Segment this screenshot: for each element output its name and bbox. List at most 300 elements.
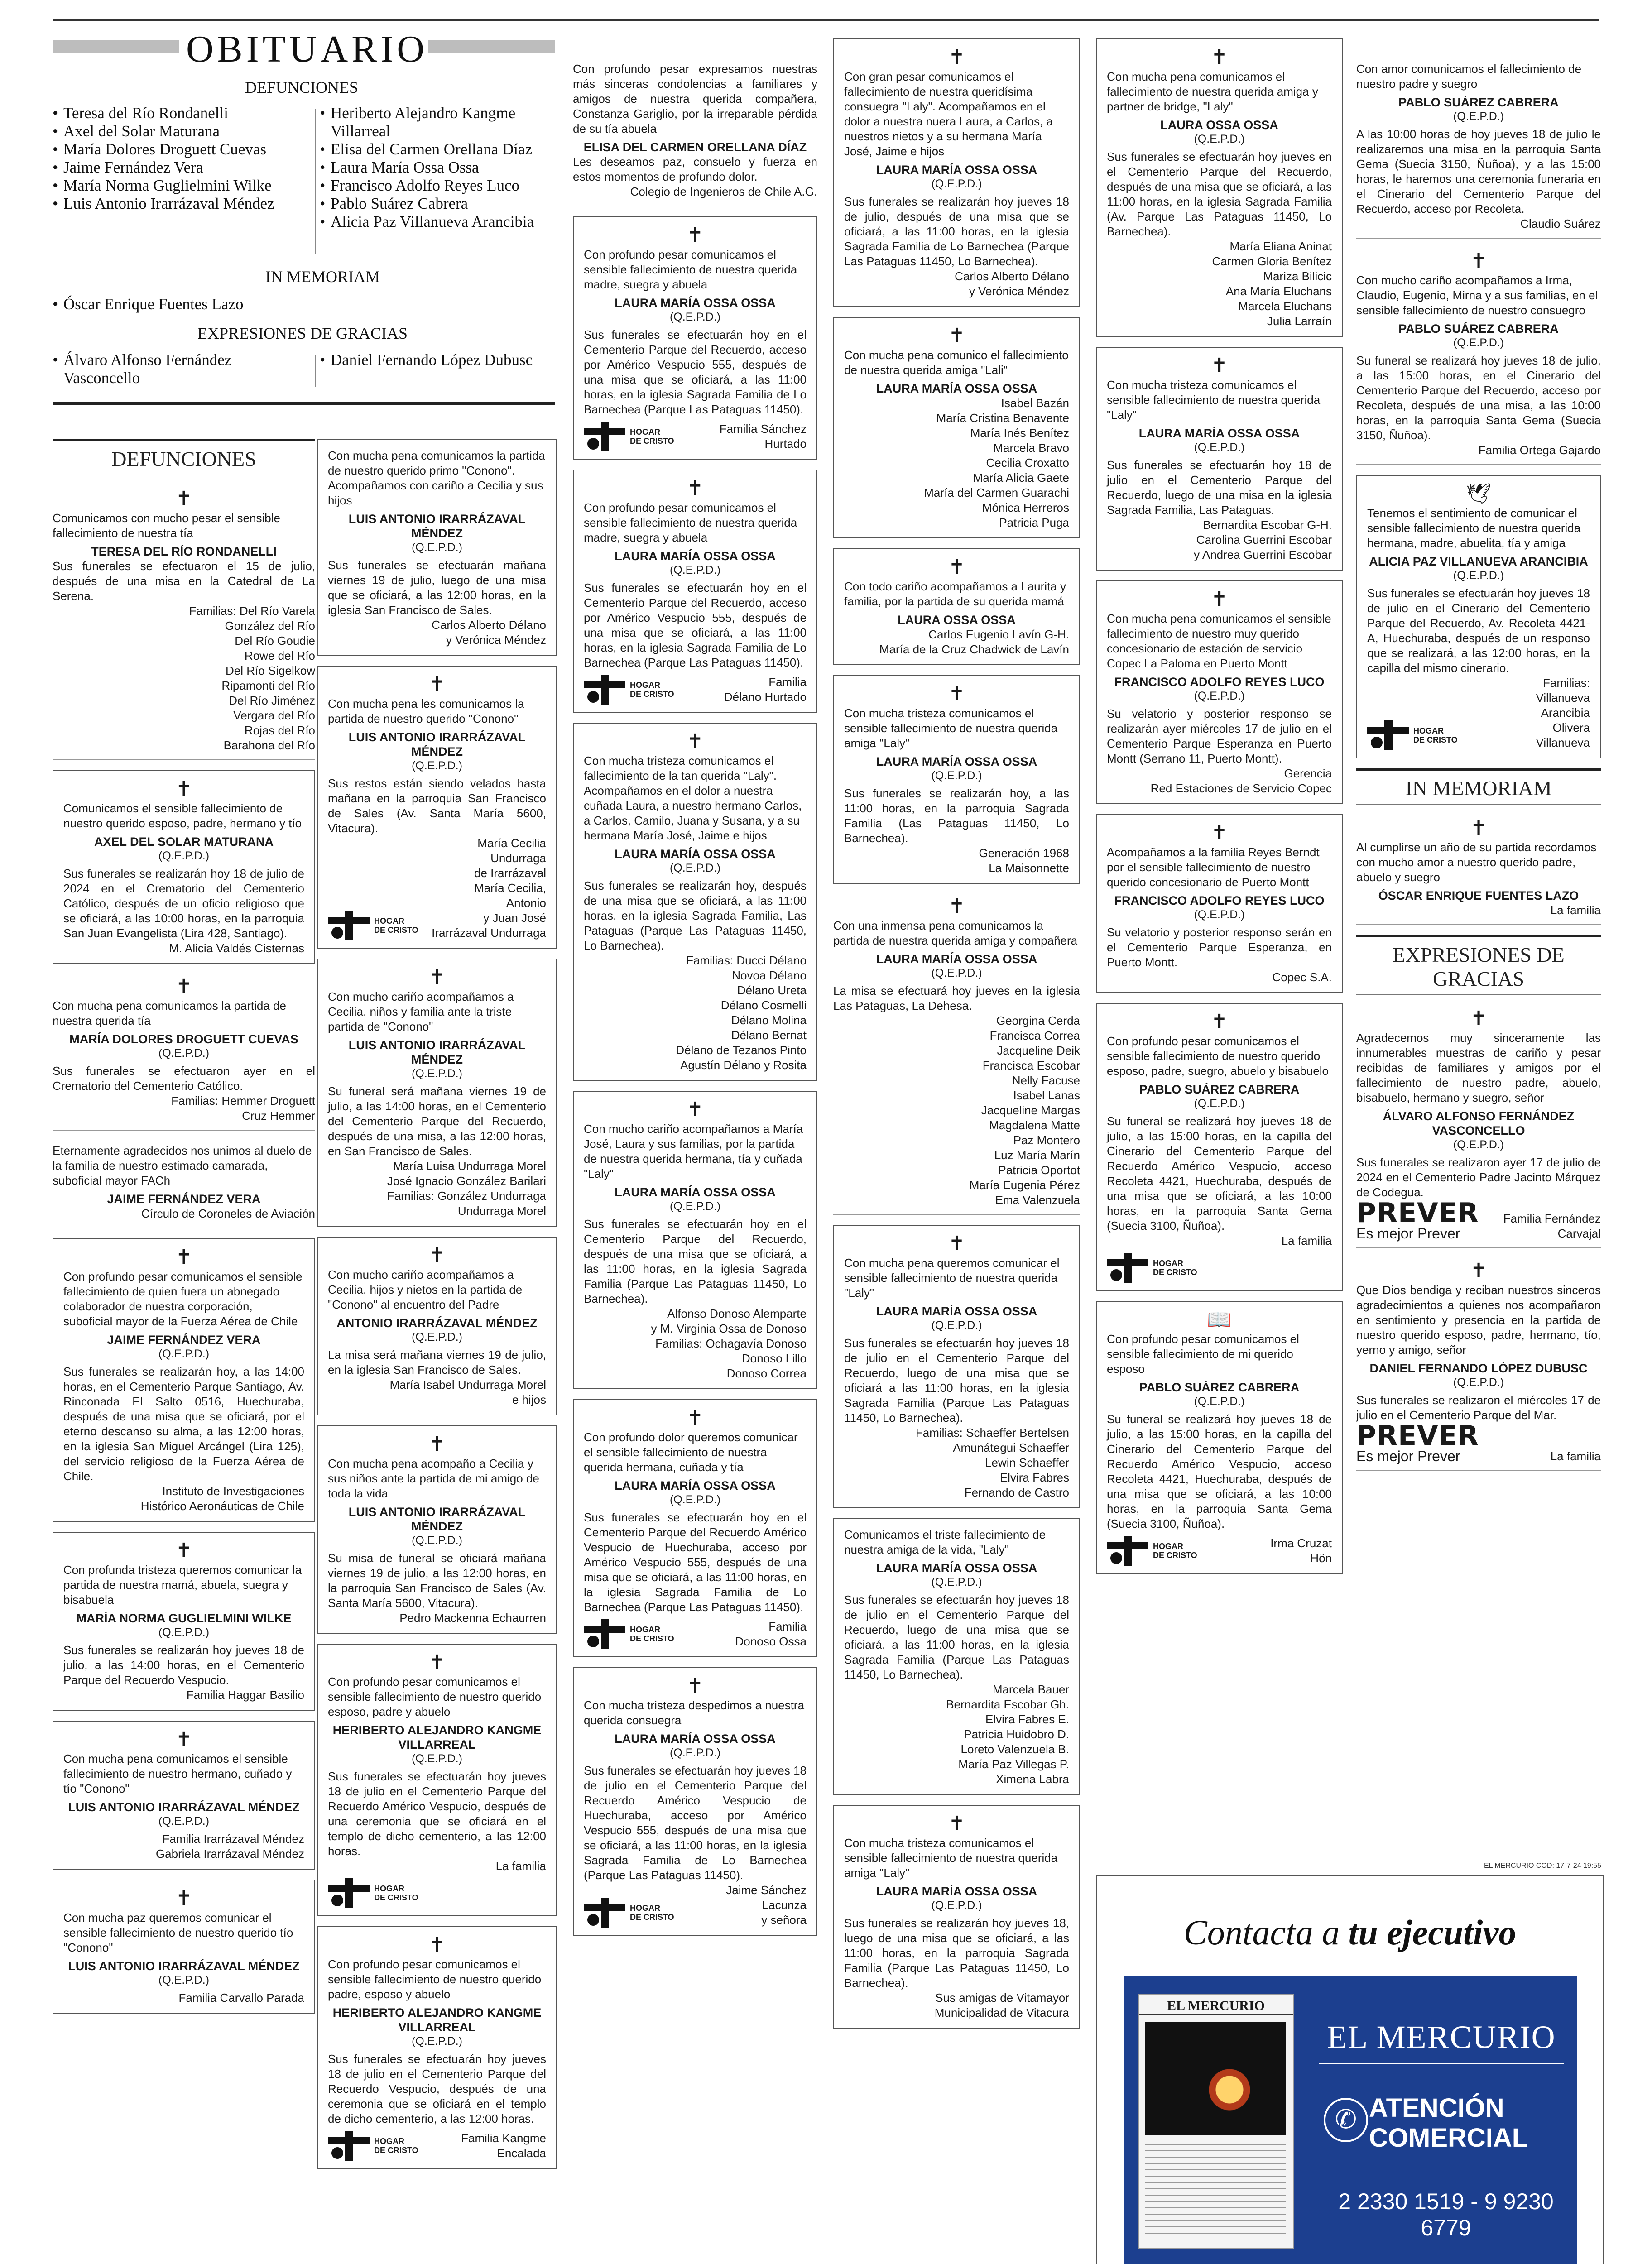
notice-signature: Bernardita Escobar G-H. Carolina Guerrini Escobar y Andrea Guerrini Escobar [1194, 518, 1332, 561]
qepd: (Q.E.P.D.) [1194, 690, 1245, 702]
index-bottom-rule [53, 402, 555, 405]
notice-body: Su funeral será mañana viernes 19 de julio, a las 14:00 horas, en el Cementerio del Cementerio Parque del Recuerdo, después de una misa, a las 12:00 horas, en San Francisco de Sales. [328, 1084, 546, 1158]
qepd: (Q.E.P.D.) [1453, 1376, 1504, 1389]
notice-intro: Con todo cariño acompañamos a Laurita y familia, por la partida de su querida mamá [844, 580, 1066, 608]
deceased-name: JAIME FERNÁNDEZ VERA [107, 1192, 261, 1206]
hogar-de-cristo-logo [328, 2131, 418, 2161]
notice-body: Sus funerales se efectuarán hoy jueves 18 de julio en el Cinerario del Cementerio Parque del Recuerdo, Av. Recoleta 4421-A, Huechuraba, después de un responso que se realizará, a las 12:00 horas, en la capilla del mismo cinerario. [1367, 586, 1590, 675]
notice-body: Sus funerales se efectuarán hoy en el Cementerio Parque del Recuerdo, después de una misa que se oficiará, a las 11:00 horas, en la iglesia Sagrada Familia (Parque Las Pataguas 11450, Lo Barnechea). [584, 1217, 807, 1305]
notice-body: Sus funerales se realizarán hoy, a las 14:00 horas, en el Cementerio Parque Santiago, Av. Rinconada El Salto 0516, Huechuraba, después de una misa que se oficiará, por el eterno descanso su alma, a las 12:00 horas, en la iglesia San Miguel Arcángel (Lira 125), del servicio religioso de la Fuerza Aérea de Chile. [63, 1365, 304, 1483]
hogar-de-cristo-logo [1367, 720, 1458, 750]
index-gracias-right [320, 351, 555, 369]
deceased-name: LUIS ANTONIO IRARRÁZAVAL MÉNDEZ [348, 730, 526, 758]
deceased-name: LUIS ANTONIO IRARRÁZAVAL MÉNDEZ [348, 512, 526, 540]
notice-signature: Familia Ortega Gajardo [1478, 443, 1601, 457]
notice-intro: Con mucho cariño acompañamos a Cecilia, niños y familia ante la triste partida de "Conono" [328, 990, 514, 1033]
notice [833, 548, 1080, 665]
deceased-name: FRANCISCO ADOLFO REYES LUCO [1114, 894, 1325, 907]
prever-wordmark: PREVER [1356, 1197, 1479, 1229]
cross-icon: ✝ [428, 1651, 446, 1674]
cross-icon: ✝ [1470, 817, 1487, 839]
qepd: (Q.E.P.D.) [1453, 110, 1504, 123]
notice-signature: La familia [495, 1859, 546, 1873]
index-entry: • Daniel Fernando López Dubusc [320, 351, 555, 369]
deceased-name: DANIEL FERNANDO LÓPEZ DUBUSC [1369, 1362, 1588, 1375]
notice [317, 666, 557, 949]
hogar-de-cristo-mark-icon [584, 1898, 625, 1928]
title-bar-right [428, 40, 555, 53]
notice-signature: Familias: Hemmer Droguett Cruz Hemmer [171, 1094, 315, 1122]
notice [573, 59, 817, 206]
cross-icon: ✝ [175, 1246, 192, 1268]
logo-text-cristo: DE CRISTO [630, 1634, 674, 1643]
ad-phone-numbers[interactable]: 2 2330 1519 - 9 9230 6779 [1338, 2189, 1554, 2240]
hogar-de-cristo-logo [328, 911, 418, 940]
notice-signature: Pedro Mackenna Echaurren [399, 1611, 546, 1625]
ad-headline [1097, 1912, 1603, 1953]
cross-icon: ✝ [428, 1934, 446, 1956]
notice-body: Su velatorio y posterior responso se realizarán ayer miércoles 17 de julio en el Cementerio Parque Esperanza en Puerto Montt (Serrano 11, Puerto Montt). [1107, 707, 1332, 765]
notice [833, 1518, 1080, 1795]
notice-body: Su velatorio y posterior responso serán en el Cementerio Parque Esperanza, en Puerto Montt. [1107, 926, 1332, 969]
cross-icon: ✝ [687, 1098, 704, 1121]
notice-intro: Con profundo dolor queremos comunicar el sensible fallecimiento de nuestra querida hermana, cuñada y tía [584, 1430, 798, 1474]
deceased-name: AXEL DEL SOLAR MATURANA [94, 835, 274, 849]
logo-text-hogar: HOGAR [374, 916, 404, 926]
qepd: (Q.E.P.D.) [931, 1319, 982, 1332]
book-icon: 📖 [1207, 1309, 1232, 1331]
index-entry: • Francisco Adolfo Reyes Luco [320, 177, 555, 195]
index-divider [315, 109, 316, 254]
notice-body: Sus funerales se realizarán hoy, a las 11:00 horas, en la parroquia Sagrada Familia (Las Pataguas 11450, Lo Barnechea). [844, 787, 1069, 845]
notice-intro: Acompañamos a la familia Reyes Berndt por el sensible fallecimiento de nuestro querido concesionario de Puerto Montt [1107, 845, 1320, 889]
notice [53, 974, 315, 1131]
notice [53, 1532, 315, 1711]
notice-body: Su funeral se realizará hoy jueves 18 de julio, a las 15:00 horas, en el Cinerario del Cementerio Parque del Recuerdo, acceso por Recoleta, después de una misa, a las 10:00 horas, en la parroquia Santa Gema (Suecia 3150, Ñuñoa). [1356, 354, 1601, 442]
notice-body: Sus funerales se efectuaron el 15 de julio, después de una misa en la Catedral de La Serena. [53, 559, 315, 603]
notice [53, 1880, 315, 2014]
notice-signature: María Eliana Aninat Carmen Gloria Benítez Mariza Bilicic Ana María Eluchans Marcela Eluchans Julia Larraín [1212, 240, 1332, 328]
index-memoriam-heading: IN MEMORIAM [265, 268, 380, 286]
notice-body: Sus funerales se efectuarán hoy en el Cementerio Parque del Recuerdo Américo Vespucio de Huechuraba, acceso por Américo Vespucio 555, después de una misa que se oficiará, a las 11:00 horas, en la iglesia Sagrada Familia de Lo Barnechea (Parque Las Pataguas 11450). [584, 1511, 807, 1614]
cross-icon: ✝ [175, 975, 192, 998]
notice [1356, 1258, 1601, 1471]
obituary-index [53, 27, 555, 408]
logo-text-cristo: DE CRISTO [1153, 1551, 1197, 1560]
notice-signature: Carlos Alberto Délano y Verónica Méndez [432, 618, 546, 647]
notice-body: Sus funerales se efectuarán hoy jueves 18 de julio en el Cementerio Parque del Recuerdo Vespucio, después de una ceremonia que se oficiará en el templo de dicho cementerio, a las 12:00 horas. [328, 2052, 546, 2125]
notice [1096, 38, 1343, 337]
deceased-name: LUIS ANTONIO IRARRÁZAVAL MÉNDEZ [68, 1959, 300, 1973]
cross-icon: ✝ [687, 1675, 704, 1697]
qepd: (Q.E.P.D.) [411, 1331, 463, 1343]
deceased-name: LAURA MARÍA OSSA OSSA [876, 1885, 1037, 1898]
cross-icon: ✝ [175, 1887, 192, 1909]
notice-intro: Con mucha pena comunicamos el sensible fallecimiento de nuestro muy querido concesionario de estación de servicio Copec La Paloma en Puerto Montt [1107, 612, 1331, 670]
cross-icon: ✝ [948, 1813, 965, 1835]
notice-signature: Familia Fernández Carvajal [1503, 1212, 1601, 1240]
notice [1096, 1301, 1343, 1574]
notice-signature: Sus amigas de Vitamayor Municipalidad de Vitacura [934, 1991, 1069, 2019]
deceased-name: LUIS ANTONIO IRARRÁZAVAL MÉNDEZ [348, 1505, 526, 1533]
notice-body: Sus funerales se efectuarán hoy en el Cementerio Parque del Recuerdo, acceso por Américo Vespucio 555, después de una misa que se oficiará, a las 11:00 horas, en la iglesia Sagrada Familia de Lo Barnechea (Parque Las Pataguas 11450). [584, 581, 807, 669]
qepd: (Q.E.P.D.) [411, 759, 463, 772]
notice-signature: Alfonso Donoso Alemparte y M. Virginia Ossa de Donoso Familias: Ochagavía Donoso Donoso Lillo Donoso Correa [651, 1307, 807, 1380]
ad-headline-b: tu ejecutivo [1348, 1913, 1517, 1952]
qepd: (Q.E.P.D.) [158, 1348, 210, 1360]
notice [833, 38, 1080, 307]
notice [317, 1926, 557, 2169]
deceased-name: LAURA MARÍA OSSA OSSA [876, 163, 1037, 177]
qepd: (Q.E.P.D.) [1194, 908, 1245, 921]
deceased-name: TERESA DEL RÍO RONDANELLI [91, 545, 277, 558]
notice-signature: Gerencia Red Estaciones de Servicio Copec [1150, 767, 1332, 795]
index-entry: • Óscar Enrique Fuentes Lazo [53, 295, 324, 313]
prever-wordmark: PREVER [1356, 1420, 1479, 1452]
notice-signature: Irma Cruzat Hön [1270, 1536, 1332, 1565]
notice [573, 1091, 817, 1389]
notice-body: Sus funerales se efectuaron ayer en el Crematorio del Cementerio Católico. [53, 1064, 315, 1093]
notice [1096, 1003, 1343, 1291]
notice-intro: Con profundo pesar comunicamos el sensible fallecimiento de nuestro querido esposo, padre, suegro, abuelo y bisabuelo [1107, 1034, 1329, 1078]
notice-body: Sus funerales se efectuarán hoy jueves 18 de julio en el Cementerio Parque del Recuerdo Américo Vespucio de Huechuraba, acceso por Américo Vespucio 555, después de una misa que se oficiará, a las 11:00 horas, en la iglesia Sagrada Familia de Lo Barnechea (Parque Las Pataguas 11450). [584, 1764, 807, 1882]
logo-text-hogar: HOGAR [1153, 1259, 1183, 1268]
notice-intro: Con profundo pesar expresamos nuestras más sinceras condolencias a familiares y amigos de nuestra querida compañera, Constanza Gariglio, por la irreparable pérdida de su tía abuela [573, 62, 817, 135]
notice-signature: Georgina Cerda Francisca Correa Jacqueline Deik Francisca Escobar Nelly Facuse Isabel Lanas Jacqueline Margas Magdalena Matte Paz Montero Luz María Marín Patricia Oportot María Eugenia Pérez Ema Valenzuela [969, 1014, 1080, 1207]
notice-body: Sus funerales se efectuarán hoy jueves 18 de julio en el Cementerio Parque del Recuerdo, luego de una misa que se oficiará a las 11:00 horas, en la iglesia Sagrada Familia (Parque Las Pataguas 11450, Lo Barnechea). [844, 1336, 1069, 1425]
notice-intro: Al cumplirse un año de su partida recordamos con mucho amor a nuestro querido padre, abuelo y suegro [1356, 840, 1597, 884]
notice-signature: Generación 1968 La Maisonnette [979, 846, 1069, 875]
hogar-de-cristo-logo [584, 1898, 674, 1928]
index-entry: • Álvaro Alfonso Fernández Vasconcello [53, 351, 297, 387]
prever-tagline: Es mejor Prever [1356, 1448, 1460, 1464]
qepd: (Q.E.P.D.) [158, 1626, 210, 1639]
prever-logo [1356, 1197, 1479, 1242]
notice-signature: Carlos Alberto Délano y Verónica Méndez [955, 269, 1069, 298]
hogar-de-cristo-mark-icon [1107, 1253, 1148, 1283]
hogar-de-cristo-logo [328, 1878, 546, 1908]
notice [573, 216, 817, 460]
notice-intro: Con amor comunicamos el fallecimiento de nuestro padre y suegro [1356, 62, 1582, 91]
notice-signature: Familia Irarrázaval Méndez Gabriela Irarrázaval Méndez [155, 1832, 304, 1861]
notice-intro: Tenemos el sentimiento de comunicar el sensible fallecimiento de nuestra querida hermana, madre, abuelita, tía y amiga [1367, 506, 1581, 550]
qepd: (Q.E.P.D.) [158, 849, 210, 862]
deceased-name: MARÍA DOLORES DROGUETT CUEVAS [69, 1032, 298, 1046]
notice-intro: Con mucha tristeza comunicamos el sensible fallecimiento de nuestra querida amiga "Laly" [844, 706, 1058, 750]
notice-signature: Familia Carvallo Parada [178, 1991, 304, 2005]
hogar-de-cristo-logo [584, 675, 674, 705]
cross-icon: ✝ [687, 477, 704, 499]
cross-icon: ✝ [175, 778, 192, 800]
notice-body: Sus funerales se realizarán hoy jueves 18 de julio, a las 14:00 horas, en el Cementerio Parque del Recuerdo Vespucio. [63, 1643, 304, 1687]
el-mercurio-advertisement[interactable] [1096, 1875, 1604, 2264]
cross-icon: ✝ [948, 46, 965, 68]
index-entry: • Elisa del Carmen Orellana Díaz [320, 140, 555, 158]
qepd: (Q.E.P.D.) [158, 1047, 210, 1060]
qepd: (Q.E.P.D.) [158, 1974, 210, 1986]
column-2 [317, 439, 557, 2179]
logo-text-cristo: DE CRISTO [630, 436, 674, 446]
notice-intro: Con mucha pena les comunicamos la partida de nuestro querido "Conono" [328, 697, 524, 725]
index-memoriam-list [53, 295, 324, 313]
qepd: (Q.E.P.D.) [158, 1815, 210, 1828]
notice-signature: Familia Haggar Basilio [186, 1688, 304, 1702]
notice-signature: Carlos Eugenio Lavín G-H. María de la Cruz Chadwick de Lavín [879, 628, 1069, 656]
logo-text-cristo: DE CRISTO [374, 1893, 418, 1902]
top-rule [53, 19, 1599, 21]
deceased-name: HERIBERTO ALEJANDRO KANGME VILLARREAL [332, 2006, 542, 2034]
logo-text-cristo: DE CRISTO [1413, 735, 1458, 744]
notice-signature: Copec S.A. [1272, 970, 1332, 984]
qepd: (Q.E.P.D.) [931, 1899, 982, 1912]
qepd: (Q.E.P.D.) [669, 1200, 721, 1213]
notice-intro: Con profundo pesar comunicamos el sensible fallecimiento de nuestra querida madre, suegra y abuela [584, 248, 797, 291]
notice-intro: Con profunda tristeza queremos comunicar la partida de nuestra mamá, abuela, suegra y bisabuela [63, 1563, 302, 1607]
notice-intro: Con profundo pesar comunicamos el sensible fallecimiento de nuestra querida madre, suegra y abuela [584, 501, 797, 544]
qepd: (Q.E.P.D.) [931, 177, 982, 190]
index-entry: • Laura María Ossa Ossa [320, 158, 555, 177]
notice [53, 1238, 315, 1522]
notice [573, 1667, 817, 1936]
notice-signature: Familia Kangme Encalada [461, 2131, 546, 2160]
notice [53, 1721, 315, 1870]
cross-icon: ✝ [1211, 355, 1228, 377]
deceased-name: LAURA MARÍA OSSA OSSA [615, 549, 776, 563]
notice [833, 1225, 1080, 1508]
notice [573, 1399, 817, 1657]
ad-attention-line2: COMERCIAL [1369, 2123, 1528, 2153]
cross-icon: ✝ [175, 488, 192, 510]
notice-body: Sus funerales se realizarán hoy jueves 18, luego de una misa que se oficiará, a las 11:00 horas, en la parroquia Sagrada Familia (Parque Las Pataguas 11450, Lo Barnechea). [844, 1916, 1069, 1990]
notice-signature: María Cecilia Undurraga de Irarrázaval María Cecilia, Antonio y Juan José Irarrázaval Undurraga [432, 836, 546, 940]
notice-intro: Con mucha pena queremos comunicar el sensible fallecimiento de nuestra querida "Laly" [844, 1256, 1060, 1300]
qepd: (Q.E.P.D.) [669, 1493, 721, 1506]
cross-icon: ✝ [175, 1728, 192, 1751]
notice-intro: Con mucha paz queremos comunicar el sensible fallecimiento de nuestro querido tío "Conono" [63, 1911, 293, 1954]
notice-body: Su funeral se realizará hoy jueves 18 de julio, a las 15:00 horas, en la capilla del Cinerario del Cementerio Parque del Recuerdo Américo Vespucio, acceso Recoleta 4421, Huechuraba, después de una misa que se oficiará, a las 10:00 horas, en la parroquia Santa Gema (Suecia 3100, Ñuñoa). [1107, 1114, 1332, 1233]
notice [833, 1805, 1080, 2029]
deceased-name: ÓSCAR ENRIQUE FUENTES LAZO [1378, 889, 1579, 902]
notice-intro: Comunicamos el sensible fallecimiento de nuestro querido esposo, padre, hermano y tío [63, 801, 302, 830]
cross-icon: ✝ [1211, 822, 1228, 844]
notice-signature: Familia Délano Hurtado [724, 675, 807, 704]
notice-signature: María Luisa Undurraga Morel José Ignacio González Barilari Familias: González Undurraga Undurraga Morel [387, 1159, 546, 1218]
cross-icon: ✝ [687, 1407, 704, 1429]
column-1 [53, 439, 315, 2024]
notice [1356, 815, 1601, 925]
deceased-name: JAIME FERNÁNDEZ VERA [107, 1333, 261, 1347]
notice-intro: Con mucho cariño acompañamos a Cecilia, hijos y nietos en la partida de "Conono" al encuentro del Padre [328, 1268, 523, 1311]
cross-icon: ✝ [428, 1433, 446, 1455]
qepd: (Q.E.P.D.) [1194, 1395, 1245, 1408]
deceased-name: ANTONIO IRARRÁZAVAL MÉNDEZ [336, 1316, 538, 1330]
cross-icon: ✝ [948, 325, 965, 347]
notice [1356, 59, 1601, 239]
index-entry: • María Dolores Droguett Cuevas [53, 140, 306, 158]
cross-icon: ✝ [948, 895, 965, 917]
notice-intro: Con mucha pena comunico el fallecimiento de nuestra querida amiga "Lali" [844, 348, 1069, 377]
cross-icon: ✝ [1470, 1260, 1487, 1282]
cross-icon: ✝ [428, 966, 446, 988]
index-defunciones-right [320, 104, 555, 231]
notice-body: Sus funerales se realizaron ayer 17 de julio de 2024 en el Cementerio Padre Jacinto Márquez de Codegua. [1356, 1156, 1601, 1199]
qepd: (Q.E.P.D.) [411, 2035, 463, 2048]
ad-attention [1369, 2093, 1528, 2153]
index-gracias-heading: EXPRESIONES DE GRACIAS [197, 324, 408, 342]
notice-intro: Con profundo pesar comunicamos el sensible fallecimiento de mi querido esposo [1107, 1332, 1299, 1376]
notice-body: Sus funerales se efectuarán hoy jueves 18 de julio en el Cementerio Parque del Recuerdo Américo Vespucio, después de una ceremonia que se oficiará en el templo de dicho cementerio, a las 12:00 horas. [328, 1770, 546, 1858]
notice-signature: María Isabel Undurraga Morel e hijos [389, 1378, 546, 1406]
index-entry: • Alicia Paz Villanueva Arancibia [320, 213, 555, 231]
deceased-name: ÁLVARO ALFONSO FERNÁNDEZ VASCONCELLO [1383, 1109, 1575, 1137]
dove-icon: 🕊 [1466, 483, 1491, 505]
notice [833, 675, 1080, 884]
notice-body: Sus restos están siendo velados hasta mañana en la parroquia San Francisco de Sales (Av. Santa María 5600, Vitacura). [328, 777, 546, 835]
index-defunciones-heading: DEFUNCIONES [245, 78, 359, 96]
notice-signature: Familia Sánchez Hurtado [719, 422, 807, 451]
notice-body: Sus funerales se realizarán hoy 18 de julio de 2024 en el Crematorio del Cementerio Católico, después de un oficio religioso que se oficiará, a las 10:00 horas, en la parroquia San Juan Evangelista (Lira 428, Santiago). [63, 867, 304, 940]
logo-text-hogar: HOGAR [630, 1904, 660, 1913]
qepd: (Q.E.P.D.) [669, 1746, 721, 1759]
qepd: (Q.E.P.D.) [669, 311, 721, 323]
notice [317, 1644, 557, 1916]
notice [317, 959, 557, 1227]
deceased-name: LAURA MARÍA OSSA OSSA [615, 1732, 776, 1746]
notice [573, 723, 817, 1081]
notice [317, 1425, 557, 1634]
column-5 [1096, 38, 1343, 1584]
cross-icon: ✝ [1211, 588, 1228, 610]
logo-text-cristo: DE CRISTO [374, 926, 418, 935]
notice-intro: Con profundo pesar comunicamos el sensible fallecimiento de quien fuera un abnegado colaborador de nuestra corporación, suboficial mayor de la Fuerza Aérea de Chile [63, 1270, 303, 1328]
notice-intro: Con una inmensa pena comunicamos la partida de nuestra querida amiga y compañera [833, 919, 1078, 947]
newspaper-masthead: EL MERCURIO [1139, 1995, 1293, 2015]
notice-signature: Familias: Ducci Délano Novoa Délano Délano Ureta Délano Cosmelli Délano Molina Délano Bernat Délano de Tezanos Pinto Agustín Délano y Rosita [676, 954, 807, 1072]
notice [1096, 347, 1343, 571]
hogar-de-cristo-logo [584, 422, 674, 451]
notice [1356, 1006, 1601, 1248]
hogar-de-cristo-logo [1107, 1253, 1332, 1283]
qepd: (Q.E.P.D.) [931, 1576, 982, 1588]
page-title: OBITUARIO [186, 28, 428, 70]
index-entry: • Axel del Solar Maturana [53, 122, 306, 140]
logo-text-hogar: HOGAR [1413, 726, 1444, 735]
notice-intro: Con mucha tristeza comunicamos el fallecimiento de la tan querida "Laly". Acompañamos en el dolor a nuestra cuñada Laura, a nuestro hermano Carlos, a Carlos, Camilo, Juana y Susana, y a su hermana María José, Jaime e hijos [584, 754, 802, 842]
deceased-name: LAURA MARÍA OSSA OSSA [876, 1305, 1037, 1318]
index-entry: • Luis Antonio Irarrázaval Méndez [53, 195, 306, 213]
cross-icon: ✝ [175, 1540, 192, 1562]
notice-body: Sus funerales se efectuarán mañana viernes 19 de julio, luego de una misa que se oficiará, a las 12:00 horas, en la iglesia San Francisco de Sales. [328, 558, 546, 617]
notice [53, 486, 315, 760]
notice-intro: Con mucha pena comunicamos el sensible fallecimiento de nuestro hermano, cuñado y tío "Conono" [63, 1752, 292, 1795]
notice-intro: Eternamente agradecidos nos unimos al duelo de la familia de nuestro estimado camarada, suboficial mayor FACh [53, 1144, 312, 1187]
index-entry: • Teresa del Río Rondanelli [53, 104, 306, 122]
notice-signature: Familias: Villanueva Arancibia Olivera Villanueva [1536, 676, 1590, 749]
logo-text-hogar: HOGAR [630, 681, 660, 690]
notice-intro: Con mucha pena acompaño a Cecilia y sus niños ante la partida de mi amigo de toda la vida [328, 1457, 539, 1500]
deceased-name: LAURA MARÍA OSSA OSSA [615, 1479, 776, 1492]
newspaper-text-lines [1145, 2144, 1286, 2239]
notice-signature: Círculo de Coroneles de Aviación [141, 1207, 315, 1220]
notice-body: Su misa de funeral se oficiará mañana viernes 19 de julio, a las 12:00 horas, en la parroquia San Francisco de Sales (Av. Santa María 5600, Vitacura). [328, 1551, 546, 1610]
index-divider-2 [315, 355, 316, 387]
notice-signature: Claudio Suárez [1520, 217, 1601, 230]
prever-tagline: Es mejor Prever [1356, 1225, 1460, 1242]
notice-body: Sus funerales se realizarán hoy, después de una misa que se oficiará, a las 11:00 horas, en la iglesia Sagrada Familia, Las Pataguas (Parque Las Pataguas 11450, Lo Barnechea). [584, 879, 807, 952]
notice-body: Su funeral se realizará hoy jueves 18 de julio, a las 15:00 horas, en la capilla del Cinerario del Cementerio Parque del Recuerdo Américo Vespucio, acceso Recoleta 4421, Huechuraba, después de una misa que se oficiará, a las 10:00 horas, en la parroquia Santa Gema (Suecia 3100, Ñuñoa). [1107, 1412, 1332, 1530]
hogar-de-cristo-mark-icon [328, 1878, 370, 1908]
notice-intro: Con mucha pena comunicamos la partida de nuestra querida tía [53, 999, 286, 1027]
cross-icon: ✝ [687, 730, 704, 753]
deceased-name: LAURA MARÍA OSSA OSSA [1138, 427, 1300, 440]
qepd: (Q.E.P.D.) [1453, 1138, 1504, 1151]
cross-icon: ✝ [948, 683, 965, 705]
index-defunciones-left [53, 104, 306, 213]
index-entry: • María Norma Guglielmini Wilke [53, 177, 306, 195]
qepd: (Q.E.P.D.) [669, 862, 721, 874]
notice [833, 317, 1080, 538]
deceased-name: LAURA MARÍA OSSA OSSA [876, 1561, 1037, 1575]
notice [833, 894, 1080, 1215]
logo-text-hogar: HOGAR [630, 427, 660, 436]
deceased-name: PABLO SUÁREZ CABRERA [1139, 1083, 1300, 1096]
column-6 [1356, 59, 1601, 1481]
deceased-name: PABLO SUÁREZ CABRERA [1398, 96, 1559, 109]
index-entry: • Jaime Fernández Vera [53, 158, 306, 177]
notice-intro: Con mucha tristeza comunicamos el sensible fallecimiento de nuestra querida amiga "Laly" [844, 1836, 1058, 1880]
notice [317, 439, 557, 656]
notice-signature: Familia Donoso Ossa [735, 1620, 807, 1648]
cross-icon: ✝ [1211, 1011, 1228, 1033]
notice-body: A las 10:00 horas de hoy jueves 18 de julio le realizaremos una misa en la parroquia Santa Gema (Suecia 3150, Ñuñoa), y a las 15:00 horas, le haremos una ceremonia funeraria en el Cinerario del Cementerio Parque del Recuerdo, acceso por Recoleta. [1356, 127, 1601, 216]
notice [573, 470, 817, 713]
notice-signature: M. Alicia Valdés Cisternas [169, 941, 304, 955]
logo-text-hogar: HOGAR [374, 1884, 404, 1893]
hogar-de-cristo-logo [584, 1619, 674, 1649]
notice-signature: Familias: Schaeffer Bertelsen Amunátegui Schaeffer Lewin Schaeffer Elvira Fabres Fernando de Castro [915, 1426, 1069, 1499]
section-heading-defunciones: DEFUNCIONES [53, 439, 315, 475]
notice-body: Sus funerales se efectuarán hoy en el Cementerio Parque del Recuerdo, acceso por Américo Vespucio 555, después de una misa que se oficiará, a las 11:00 horas, en la iglesia Sagrada Familia de Lo Barnechea (Parque Las Pataguas 11450). [584, 328, 807, 416]
notice-body: La misa se efectuará hoy jueves en la iglesia Las Pataguas, La Dehesa. [833, 984, 1080, 1012]
notice-intro: Con gran pesar comunicamos el fallecimiento de nuestra queridísima consuegra "Laly". Acompañamos en el dolor a nuestra nuera Laura, a Carlos, a nuestros nietos y a su hermana María José, Jaime e hijos [844, 70, 1053, 158]
notice-intro: Que Dios bendiga y reciban nuestros sinceros agradecimientos a quienes nos acompañaron en sentimiento y presencia en la partida de nuestro querido esposo, padre, hermano, tío, yerno y amigo, señor [1356, 1283, 1601, 1357]
hogar-de-cristo-mark-icon [584, 1619, 625, 1649]
print-code: EL MERCURIO COD: 17-7-24 19:55 [1484, 1862, 1601, 1870]
notice-body: Sus funerales se realizaron el miércoles 17 de julio en el Cementerio Parque del Mar. [1356, 1393, 1601, 1422]
hogar-de-cristo-mark-icon [1107, 1536, 1148, 1566]
newspaper-thumbnail [1138, 1994, 1294, 2249]
cross-icon: ✝ [948, 556, 965, 578]
index-gracias-left [53, 351, 297, 387]
cross-icon: ✝ [1470, 1007, 1487, 1030]
qepd: (Q.E.P.D.) [411, 1752, 463, 1765]
deceased-name: LUIS ANTONIO IRARRÁZAVAL MÉNDEZ [68, 1800, 300, 1814]
deceased-name: PABLO SUÁREZ CABRERA [1398, 322, 1559, 336]
column-3 [573, 59, 817, 1946]
logo-text-hogar: HOGAR [1153, 1542, 1183, 1551]
qepd: (Q.E.P.D.) [1194, 133, 1245, 145]
section-heading-memoriam: IN MEMORIAM [1356, 768, 1601, 805]
notice-intro: Con mucho cariño acompañamos a María José, Laura y sus familias, por la partida de nuestra querida hermana, tía y cuñada "Laly" [584, 1122, 803, 1180]
logo-text-cristo: DE CRISTO [630, 690, 674, 699]
notice-signature: Marcela Bauer Bernardita Escobar Gh. Elvira Fabres E. Patricia Huidobro D. Loreto Valenzuela B. María Paz Villegas P. Ximena Labra [946, 1683, 1069, 1786]
prever-logo [1356, 1420, 1479, 1464]
deceased-name: FRANCISCO ADOLFO REYES LUCO [1114, 675, 1325, 689]
notice-intro: Con mucha pena comunicamos el fallecimiento de nuestra querida amiga y partner de bridge, "Laly" [1107, 70, 1318, 113]
notice-body: Sus funerales se realizarán hoy jueves 18 de julio, después de una misa que se oficiará, a las 11:00 horas, en la iglesia Sagrada Familia de Lo Barnechea (Parque Las Pataguas 11450, Lo Barnechea). [844, 195, 1069, 268]
deceased-name: LAURA MARÍA OSSA OSSA [876, 382, 1037, 395]
qepd: (Q.E.P.D.) [1194, 441, 1245, 454]
